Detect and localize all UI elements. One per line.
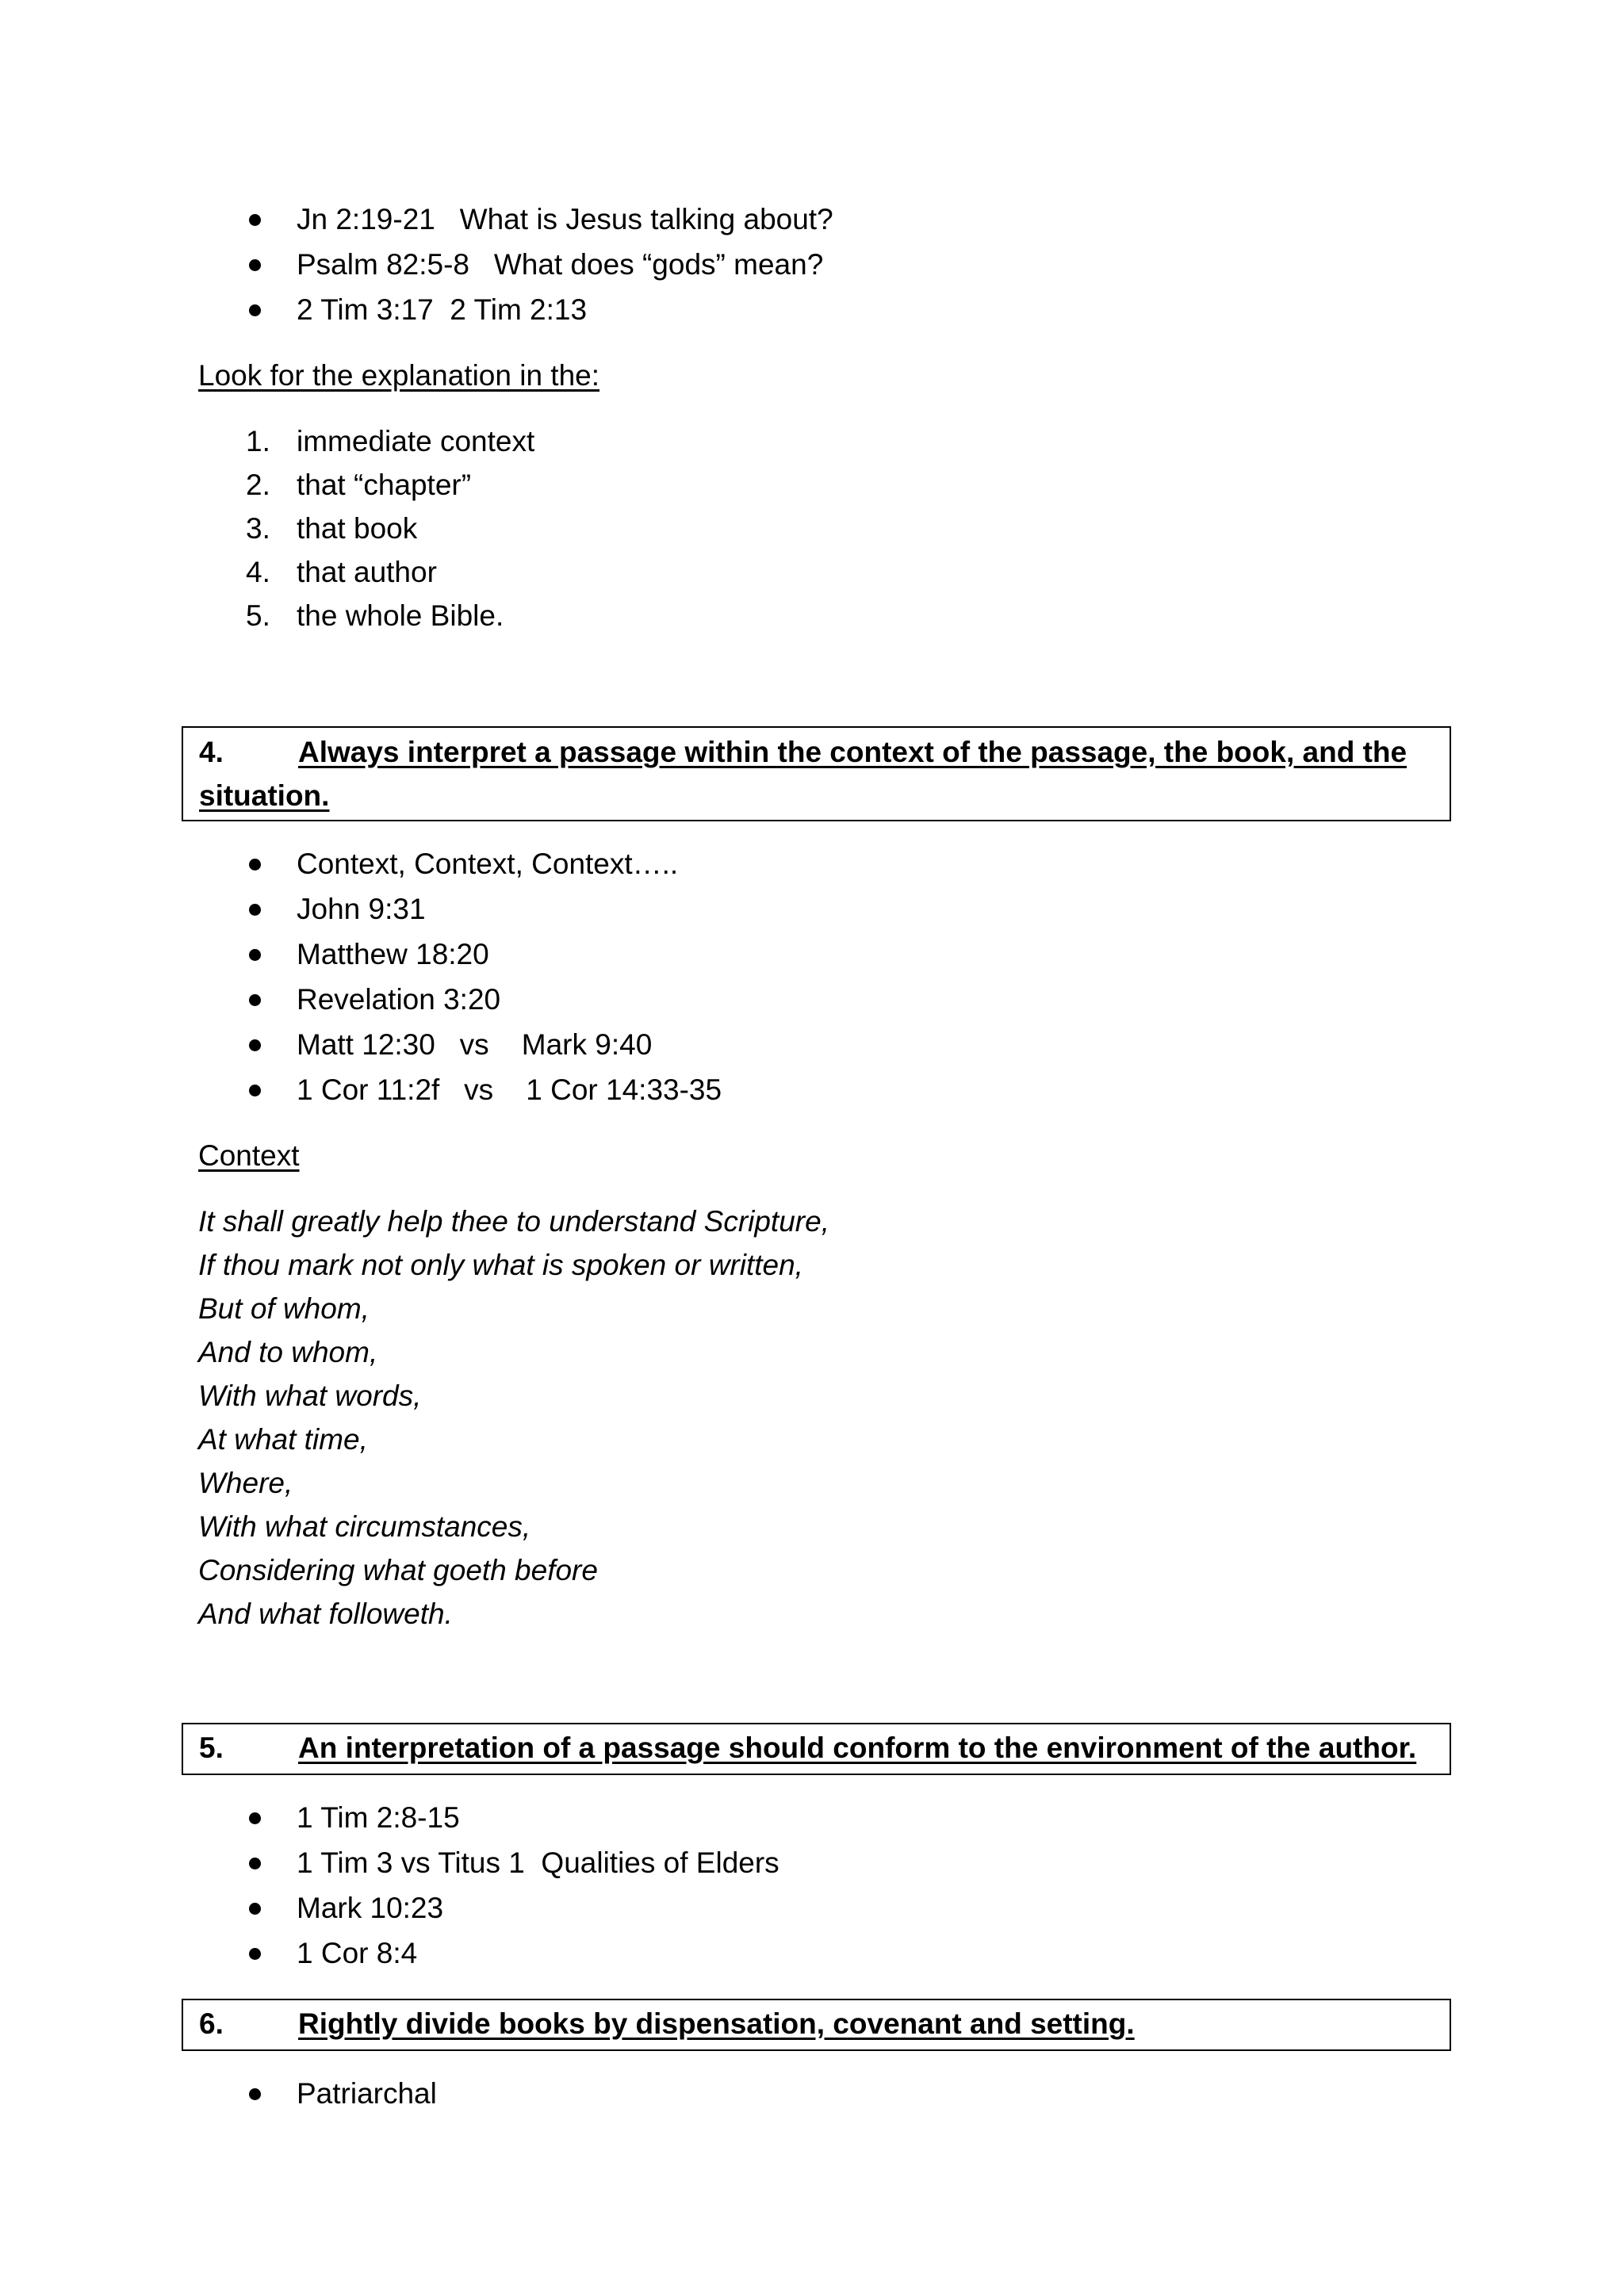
bullet-icon [249, 1948, 261, 1960]
bullet-icon [249, 949, 261, 961]
bullet-text: John 9:31 [297, 893, 426, 925]
bullet-text: 1 Tim 2:8-15 [297, 1801, 460, 1834]
poem-line: With what circumstances, [198, 1510, 531, 1543]
bullet-text: 1 Tim 3 vs Titus 1 Qualities of Elders [297, 1846, 779, 1879]
section-title: An interpretation of a passage should conform to the environment of the author. [298, 1732, 1417, 1764]
section-4-heading [182, 726, 1451, 821]
bullet-text: 1 Cor 11:2f vs 1 Cor 14:33-35 [297, 1073, 722, 1106]
bullet-text: Psalm 82:5-8 What does “gods” mean? [297, 248, 824, 281]
bullet-icon [249, 994, 261, 1006]
poem-line: If thou mark not only what is spoken or written, [198, 1249, 803, 1281]
poem-line: And what followeth. [198, 1598, 453, 1630]
item-number: 1. [246, 425, 270, 457]
section-title: Always interpret a passage within the context of the passage, the book, and the [298, 736, 1408, 768]
poem-line: Considering what goeth before [198, 1554, 598, 1586]
poem-line: But of whom, [198, 1292, 370, 1325]
list-item [0, 198, 1624, 241]
numbered-item [0, 464, 1624, 507]
list-item [0, 1024, 1624, 1066]
bullet-text: Matt 12:30 vs Mark 9:40 [297, 1028, 653, 1061]
list-item [0, 1887, 1624, 1930]
list-item [0, 1797, 1624, 1839]
list-item [0, 843, 1624, 886]
poem-line: And to whom, [198, 1336, 378, 1368]
explanation-heading: Look for the explanation in the: [198, 359, 600, 392]
bullet-icon [249, 1085, 261, 1096]
bullet-icon [249, 1812, 261, 1824]
item-text: that book [297, 512, 418, 545]
list-item [0, 933, 1624, 976]
item-number: 4. [246, 556, 270, 588]
bullet-icon [249, 259, 261, 271]
bullet-text: Jn 2:19-21 What is Jesus talking about? [297, 203, 833, 235]
section-4-heading-line-1 [199, 731, 1407, 774]
item-text: that author [297, 556, 437, 588]
section-4-heading-line-2: situation. [199, 779, 330, 812]
item-text: the whole Bible. [297, 599, 504, 632]
bullet-text: Mark 10:23 [297, 1892, 444, 1924]
numbered-item [0, 551, 1624, 594]
numbered-item [0, 507, 1624, 550]
poem-line: With what words, [198, 1380, 422, 1412]
list-item [0, 1932, 1624, 1975]
list-item [0, 2072, 1624, 2115]
numbered-item [0, 595, 1624, 637]
bullet-text: Patriarchal [297, 2077, 437, 2110]
list-item [0, 1842, 1624, 1885]
item-text: immediate context [297, 425, 535, 457]
section-number: 4. [199, 736, 224, 768]
item-number: 2. [246, 469, 270, 501]
bullet-icon [249, 304, 261, 316]
bullet-icon [249, 214, 261, 226]
item-number: 3. [246, 512, 270, 545]
list-item [0, 243, 1624, 286]
list-item [0, 888, 1624, 931]
section-number: 6. [199, 2007, 224, 2040]
poem-line: It shall greatly help thee to understand Scripture, [198, 1205, 829, 1238]
item-number: 5. [246, 599, 270, 632]
bullet-text: 1 Cor 8:4 [297, 1937, 418, 1969]
context-heading: Context [198, 1139, 300, 1172]
bullet-icon [249, 2088, 261, 2100]
poem-line: At what time, [198, 1423, 368, 1456]
bullet-text: Matthew 18:20 [297, 938, 489, 970]
numbered-item [0, 420, 1624, 463]
poem-line: Where, [198, 1467, 293, 1499]
bullet-text: 2 Tim 3:17 2 Tim 2:13 [297, 293, 588, 326]
list-item [0, 289, 1624, 331]
bullet-icon [249, 1858, 261, 1869]
bullet-text: Revelation 3:20 [297, 983, 501, 1016]
section-6-heading [182, 1999, 1451, 2051]
bullet-icon [249, 1039, 261, 1051]
list-item [0, 978, 1624, 1021]
bullet-icon [249, 904, 261, 916]
section-6-heading-line-1 [199, 2003, 1135, 2045]
section-5-heading [182, 1723, 1451, 1775]
bullet-icon [249, 859, 261, 871]
section-title: Rightly divide books by dispensation, covenant and setting. [298, 2007, 1135, 2040]
item-text: that “chapter” [297, 469, 472, 501]
list-item [0, 1069, 1624, 1112]
bullet-icon [249, 1903, 261, 1915]
section-5-heading-line-1 [199, 1727, 1416, 1770]
section-number: 5. [199, 1732, 224, 1764]
bullet-text: Context, Context, Context….. [297, 848, 679, 880]
